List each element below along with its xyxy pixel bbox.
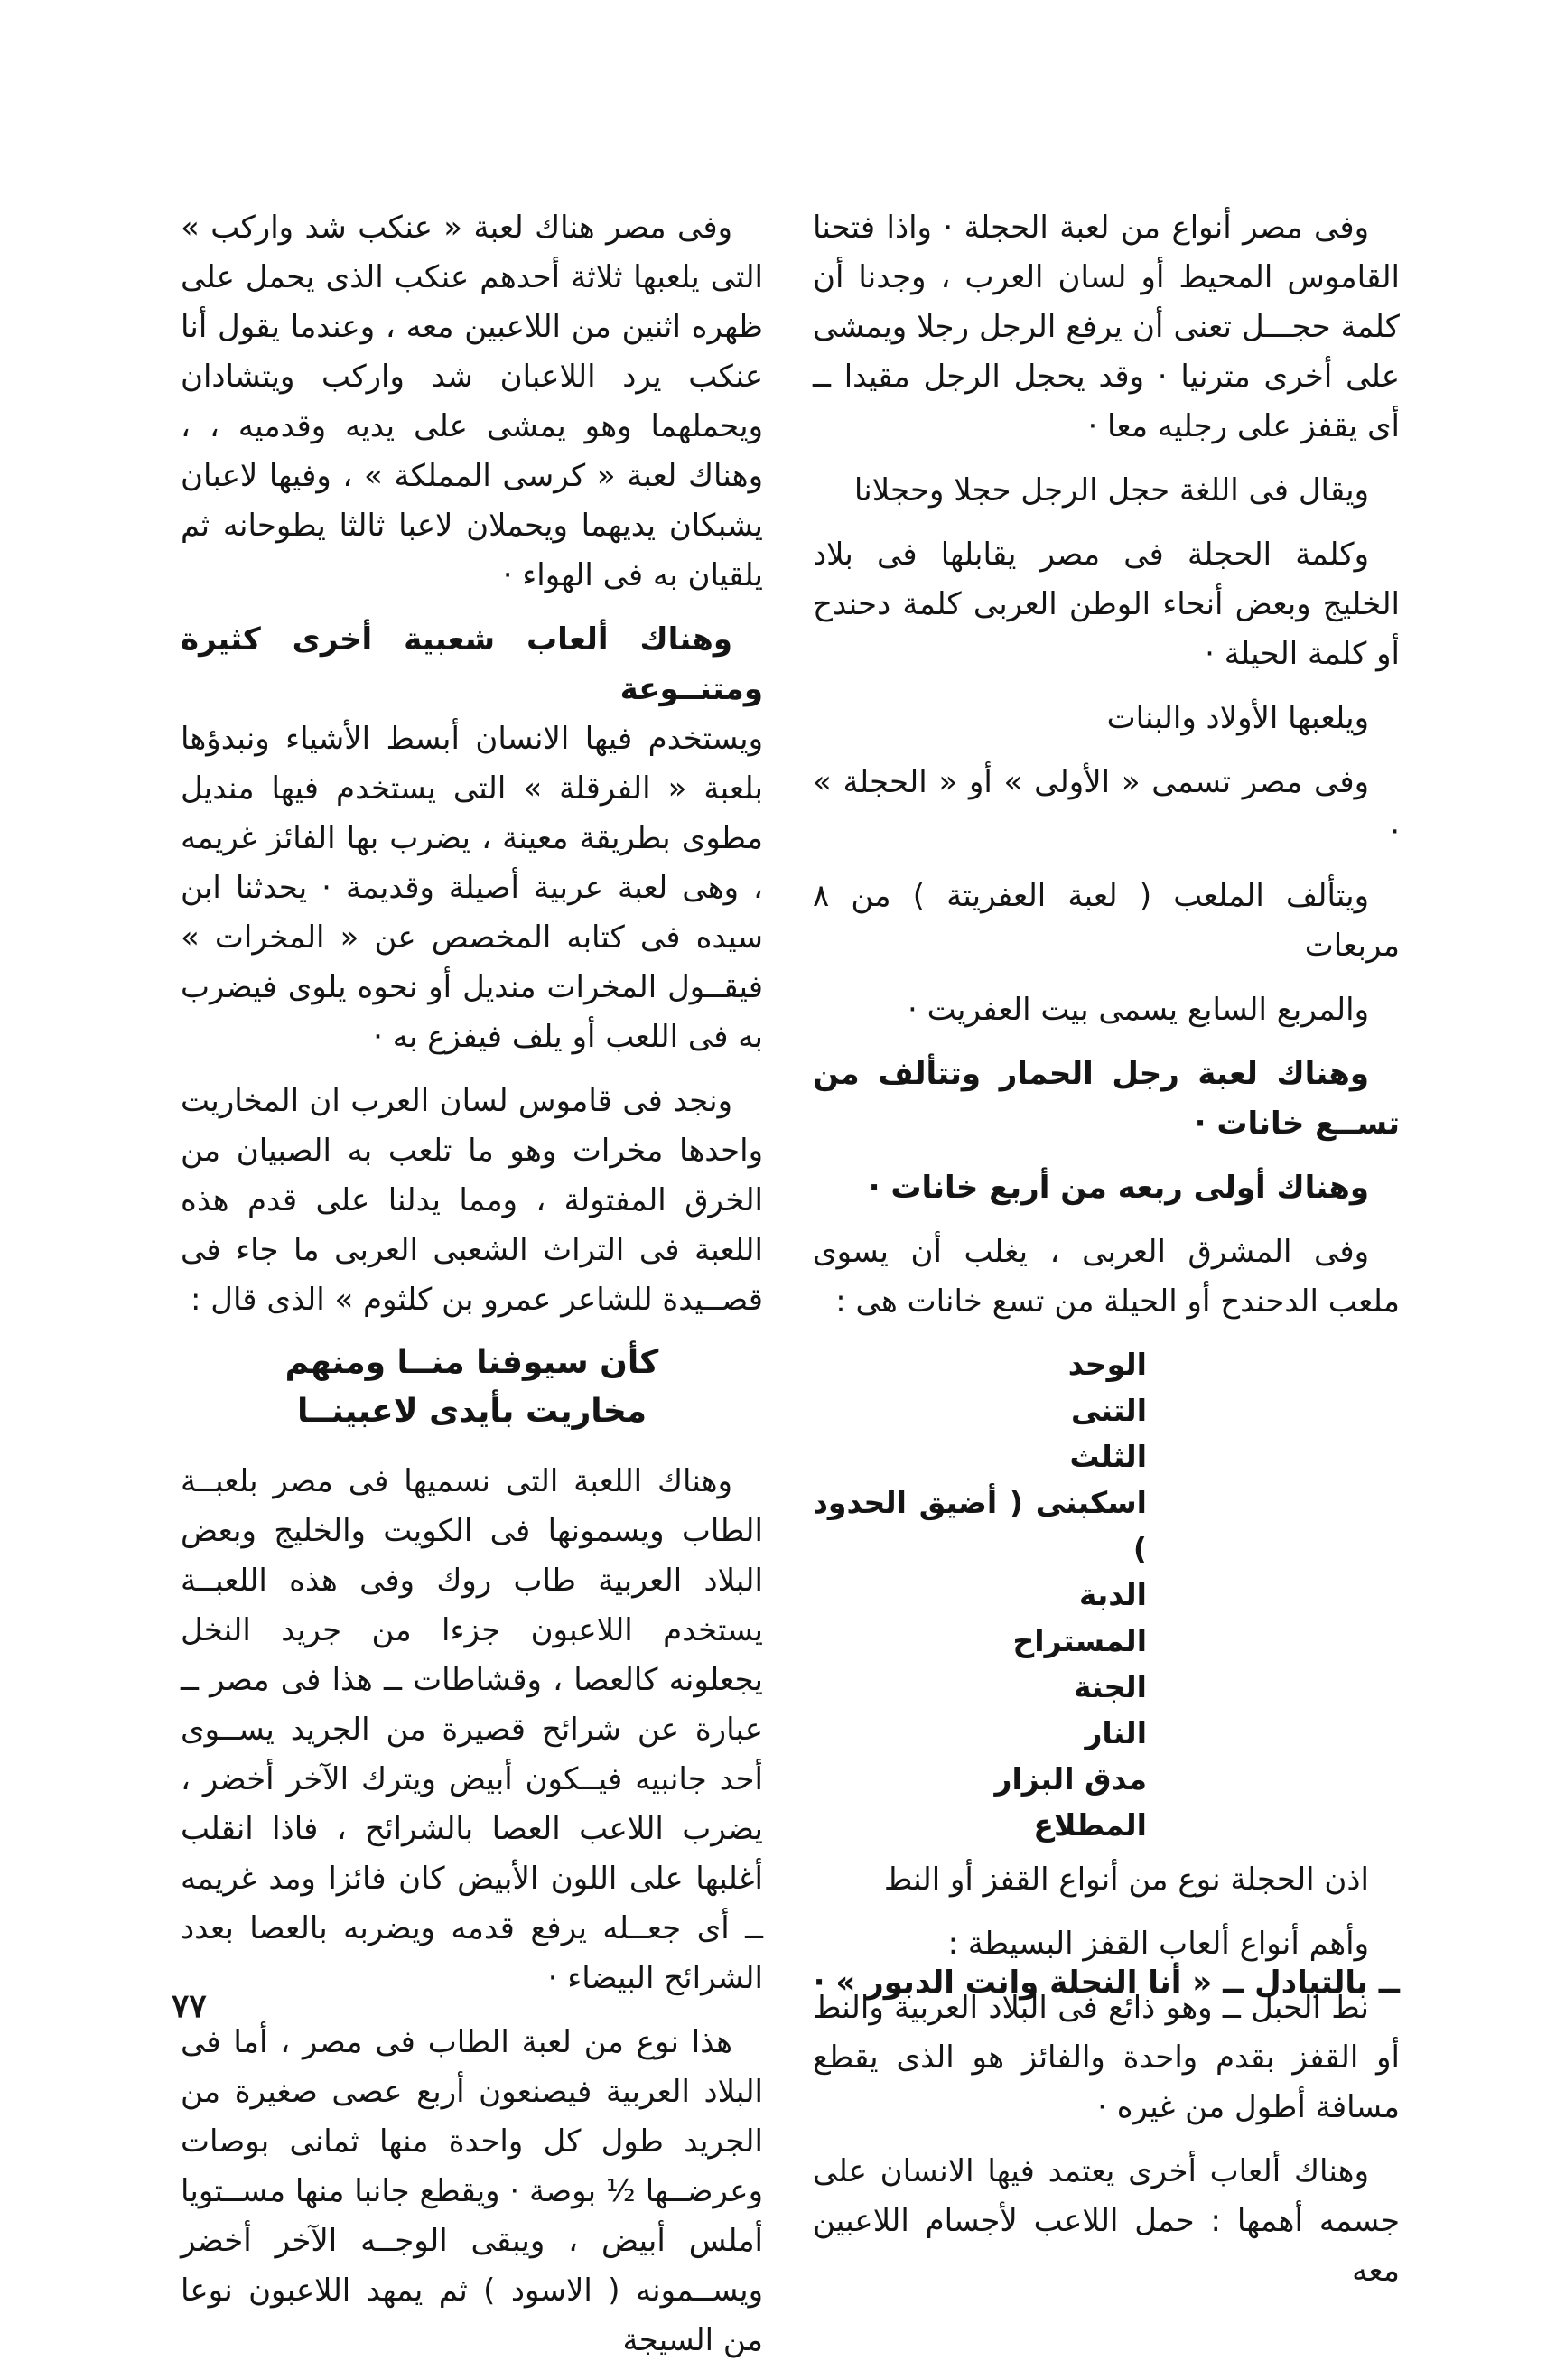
left-column [181,203,763,2380]
paragraph: اذن الحجلة نوع من أنواع القفز أو النط [883,1862,1369,1898]
section-heading: وهناك ألعاب شعبية أخرى كثيرة ومتنــوعة [181,621,763,707]
paragraph-last-line: ــ بالتبادل ــ « أنا النحلة وانت الدبور » · [813,1965,1400,2001]
paragraph: نط الحبل ــ وهو ذائع فى البلاد العربية والنط أو القفز بقدم واحدة والفائز هو الذى يقطع مسافة أطول من غيره · [813,1990,1400,2125]
paragraph: وهناك لعبة رجل الحمار وتتألف من تســع خانات · [813,1056,1400,1142]
paragraph: ويتألف الملعب ( لعبة العفريتة ) من ٨ مربعات [813,878,1400,964]
list-item: الجنة [1074,1669,1147,1704]
list-item: الثلث [1069,1439,1147,1474]
paragraph: وفى مصر هناك لعبة « عنكب شد واركب » التى يلعبها ثلاثة أحدهم عنكب الذى يحمل على ظهره اثنين من اللاعبين معه ، وعندما يقول أنا عنكب يرد اللاعبان شد واركب ويتشادان ويحملهما وهو يمشى على يديه وقدميه ، ، وهناك لعبة « كرسى المملكة » ، وفيها لاعبان يشبكان يديهما ويحملان لاعبا ثالثا يطوحانه ثم يلقيان به فى الهواء · [181,210,763,593]
list-item: اسكبنى ( أضيق الحدود ) [813,1485,1147,1566]
paragraph: وهناك أولى ربعه من أربع خانات · [868,1170,1369,1206]
square-names-list [813,1341,1400,1848]
list-item: الوحد [1067,1347,1147,1382]
paragraph: ويقال فى اللغة حجل الرجل حجلا وحجلانا [853,472,1369,509]
list-item: التنى [1070,1393,1147,1428]
paragraph: ونجد فى قاموس لسان العرب ان المخاريت واحدها مخرات وهو ما تلعب به الصبيان من الخرق المفتولة ، ومما يدلنا على قدم هذه اللعبة فى التراث الشعبى العربى ما جاء فى قصــيدة للشاعر عمرو بن كلثوم » الذى قال : [181,1083,763,1318]
verse-line: مخاريت بأيدى لاعبينــا [296,1393,647,1430]
paragraph: ويستخدم فيها الانسان أبسط الأشياء ونبدؤها بلعبة « الفرقلة » التى يستخدم فيها منديل مطوى بطريقة معينة ، يضرب بها الفائز غريمه ، وهى لعبة عربية أصيلة وقديمة · يحدثنا ابن سيده فى كتابه المخصص عن « المخرات » فيقــول المخرات منديل أو نحوه يلوى فيضرب به فى اللعب أو يلف فيفزع به · [181,721,763,1055]
paragraph: وفى مصر تسمى « الأولى » أو « الحجلة » · [813,764,1400,850]
page-number: ٧٧ [172,1987,207,2025]
paragraph: وفى مصر أنواع من لعبة الحجلة · واذا فتحنا القاموس المحيط أو لسان العرب ، وجدنا أن كلمة حجـــل تعنى أن يرفع الرجل رجلا ويمشى على أخرى مترنيا · وقد يحجل الرجل مقيدا ــ أى يقفز على رجليه معا · [813,210,1400,444]
paragraph: والمربع السابع يسمى بيت العفريت · [907,992,1369,1028]
paragraph: وكلمة الحجلة فى مصر يقابلها فى بلاد الخليج وبعض أنحاء الوطن العربى كلمة دحندح أو كلمة الحيلة · [813,537,1400,672]
poem-verse [181,1339,763,1435]
paragraph: وهناك ألعاب أخرى يعتمد فيها الانسان على جسمه أهمها : حمل اللاعب لأجسام اللاعبين معه [813,2153,1400,2289]
paragraph: وفى المشرق العربى ، يغلب أن يسوى ملعب الدحندح أو الحيلة من تسع خانات هى : [813,1234,1400,1320]
verse-line: كأن سيوفنا منــا ومنهم [284,1344,659,1381]
list-item: المستراح [1012,1623,1147,1658]
list-item: مدق البزار [994,1761,1147,1797]
list-item: المطلاع [1033,1807,1147,1843]
paragraph: وأهم أنواع ألعاب القفز البسيطة : [947,1926,1369,1962]
paragraph: وهناك اللعبة التى نسميها فى مصر بلعبــة الطاب ويسمونها فى الكويت والخليج وبعض البلاد العربية طاب روك وفى هذه اللعبــة يستخدم اللاعبون جزءا من جريد النخل يجعلونه كالعصا ، وقشاطات ــ هذا فى مصر ــ عبارة عن شرائح قصيرة من الجريد يســوى أحد جانبيه فيــكون أبيض ويترك الآخر أخضر ، يضرب اللاعب العصا بالشرائح ، فاذا انقلب أغلبها على اللون الأبيض كان فائزا ومد غريمه ــ أى جعــله يرفع قدمه ويضربه بالعصا بعدد الشرائح البيضاء · [181,1463,763,1996]
paragraph: هذا نوع من لعبة الطاب فى مصر ، أما فى البلاد العربية فيصنعون أربع عصى صغيرة من الجريد طول كل واحدة منها ثمانى بوصات وعرضــها ½ بوصة · ويقطع جانبا منها مســتويا أملس أبيض ، ويبقى الوجــه الآخر أخضر ويســمونه ( الاسود ) ثم يمهد اللاعبون نوعا من السيجة [181,2024,763,2358]
list-item: النار [1085,1715,1147,1750]
paragraph: ويلعبها الأولاد والبنات [1106,700,1369,736]
list-item: الدبة [1078,1577,1147,1612]
